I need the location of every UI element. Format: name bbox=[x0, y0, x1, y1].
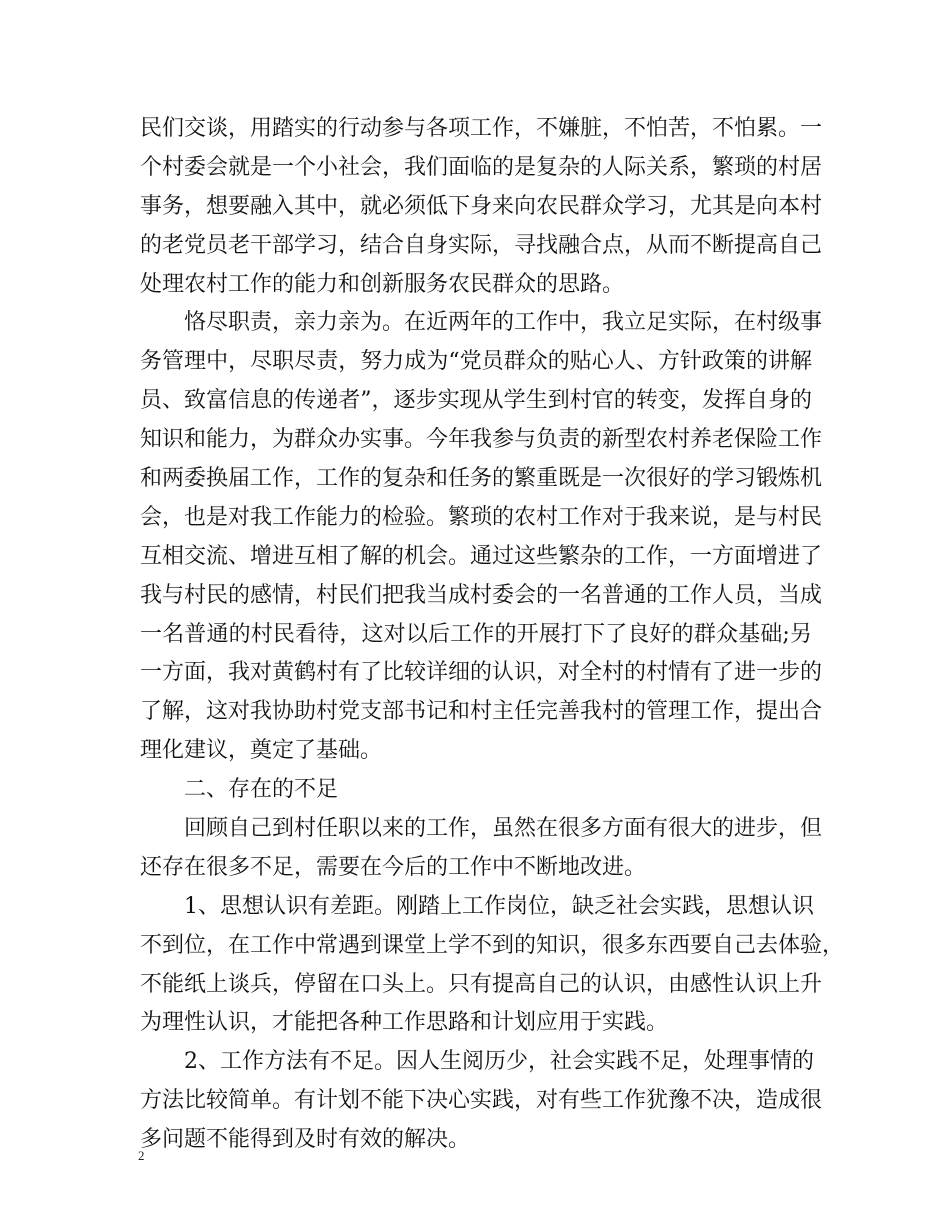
text-line: 方法比较简单。有计划不能下决心实践，对有些工作犹豫不决，造成很 bbox=[140, 1088, 823, 1114]
text-line: 知识和能力，为群众办实事。今年我参与负责的新型农村养老保险工作 bbox=[140, 427, 823, 453]
text-line: 多问题不能得到及时有效的解决。 bbox=[140, 1127, 471, 1153]
text-line: 理化建议，奠定了基础。 bbox=[140, 738, 383, 764]
document-body bbox=[140, 110, 845, 1160]
text-line: 个村委会就是一个小社会，我们面临的是复杂的人际关系，繁琐的村居 bbox=[140, 154, 823, 180]
text-line: 了解，这对我协助村党支部书记和村主任完善我村的管理工作，提出合 bbox=[140, 699, 823, 725]
text-line: 务管理中，尽职尽责，努力成为“党员群众的贴心人、方针政策的讲解 bbox=[140, 349, 812, 375]
text-line: 恪尽职责，亲力亲为。在近两年的工作中，我立足实际，在村级事 bbox=[184, 310, 823, 336]
text-line: 二、存在的不足 bbox=[184, 777, 339, 803]
text-line: 事务，想要融入其中，就必须低下身来向农民群众学习，尤其是向本村 bbox=[140, 193, 823, 219]
text-line: 为理性认识，才能把各种工作思路和计划应用于实践。 bbox=[140, 1010, 669, 1036]
page-number: 2 bbox=[138, 1148, 145, 1163]
text-line: 处理农村工作的能力和创新服务农民群众的思路。 bbox=[140, 271, 625, 297]
text-line: 会，也是对我工作能力的检验。繁琐的农村工作对于我来说，是与村民 bbox=[140, 504, 823, 530]
text-line: 员、致富信息的传递者”，逐步实现从学生到村官的转变，发挥自身的 bbox=[140, 388, 812, 414]
text-line: 不到位，在工作中常遇到课堂上学不到的知识，很多东西要自己去体验， bbox=[140, 932, 845, 958]
text-line: 还存在很多不足，需要在今后的工作中不断地改进。 bbox=[140, 854, 647, 880]
text-line: 回顾自己到村任职以来的工作，虽然在很多方面有很大的进步，但 bbox=[184, 816, 823, 842]
text-line: 的老党员老干部学习，结合自身实际，寻找融合点，从而不断提高自己 bbox=[140, 232, 823, 258]
text-line: 和两委换届工作，工作的复杂和任务的繁重既是一次很好的学习锻炼机 bbox=[140, 466, 823, 492]
text-line: 1、思想认识有差距。刚踏上工作岗位，缺乏社会实践，思想认识 bbox=[184, 893, 814, 919]
text-line: 互相交流、增进互相了解的机会。通过这些繁杂的工作，一方面增进了 bbox=[140, 543, 823, 569]
text-line: 不能纸上谈兵，停留在口头上。只有提高自己的认识，由感性认识上升 bbox=[140, 971, 823, 997]
text-line: 民们交谈，用踏实的行动参与各项工作，不嫌脏，不怕苦，不怕累。一 bbox=[140, 116, 823, 141]
text-line: 一名普通的村民看待，这对以后工作的开展打下了良好的群众基础;另 bbox=[140, 621, 812, 647]
text-line: 一方面，我对黄鹤村有了比较详细的认识，对全村的村情有了进一步的 bbox=[140, 660, 823, 686]
text-line: 我与村民的感情，村民们把我当成村委会的一名普通的工作人员，当成 bbox=[140, 582, 823, 608]
text-line: 2、工作方法有不足。因人生阅历少，社会实践不足，处理事情的 bbox=[184, 1049, 814, 1075]
